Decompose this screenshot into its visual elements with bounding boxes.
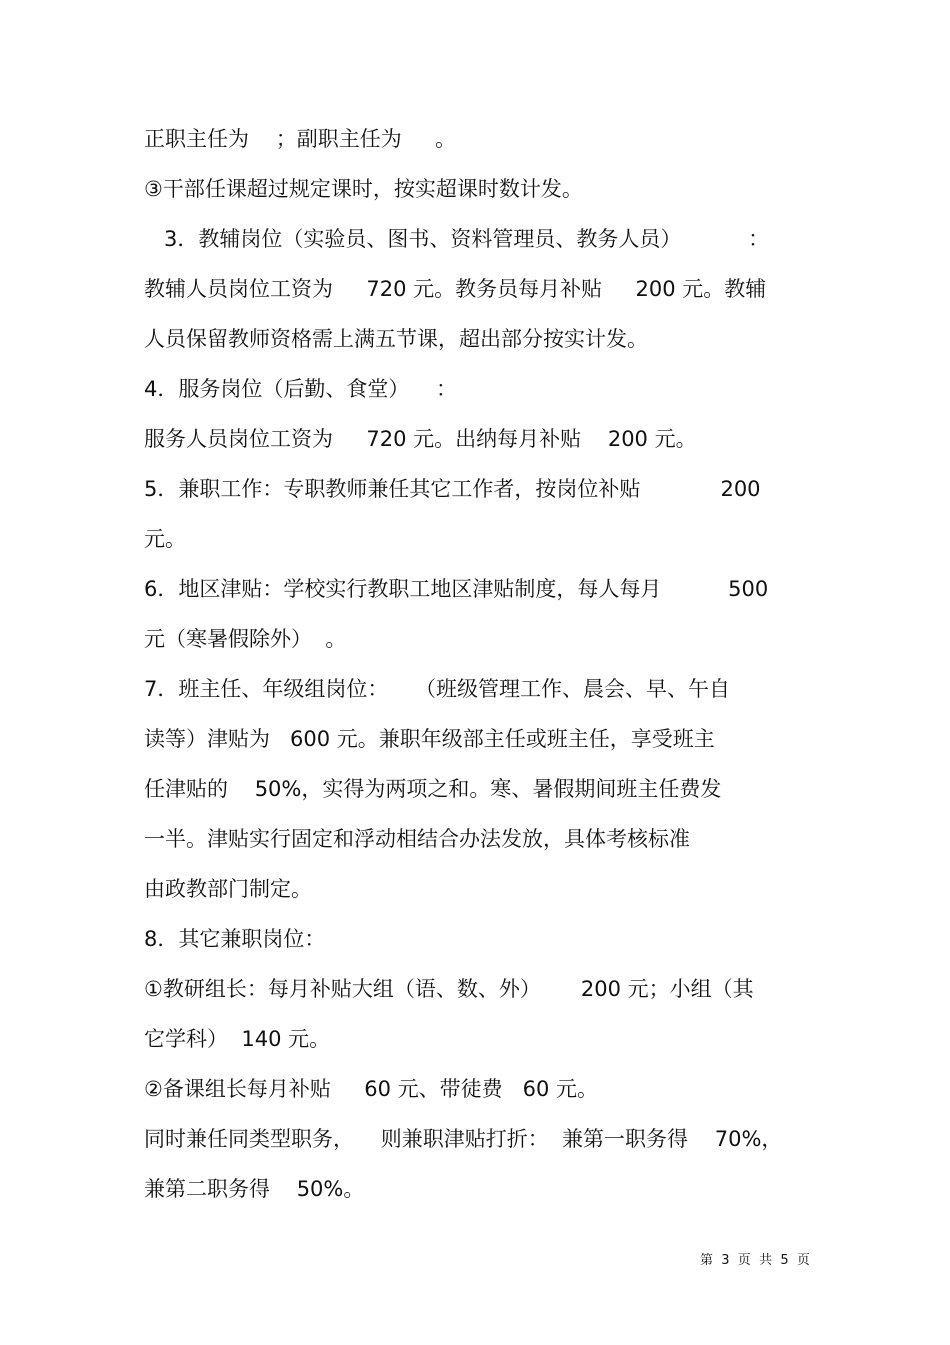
- text-line: 3．教辅岗位（实验员、图书、资料管理员、教务人员） ：: [144, 227, 770, 251]
- page-number-footer: 第 3 页 共 5 页: [700, 1253, 810, 1268]
- text-line: 7．班主任、年级组岗位： （班级管理工作、晨会、早、午自: [144, 677, 731, 701]
- text-line: 人员保留教师资格需上满五节课，超出部分按实计发。: [144, 327, 648, 351]
- text-line: 元（寒暑假除外） 。: [144, 627, 347, 651]
- text-line: ②备课组长每月补贴 60 元、带徒费 60 元。: [144, 1077, 599, 1101]
- text-line: 兼第二职务得 50%。: [144, 1177, 365, 1201]
- text-line: 正职主任为 ；副职主任为 。: [144, 127, 457, 151]
- text-line: 6．地区津贴：学校实行教职工地区津贴制度，每人每月 500: [144, 577, 769, 601]
- text-line: ③干部任课超过规定课时，按实超课时数计发。: [144, 177, 583, 201]
- text-line: ①教研组长：每月补贴大组（语、数、外） 200 元；小组（其: [144, 977, 754, 1001]
- text-line: 元。: [144, 527, 186, 551]
- text-line: 教辅人员岗位工资为 720 元。教务员每月补贴 200 元。教辅: [144, 277, 767, 301]
- text-line: 任津贴的 50%，实得为两项之和。寒、暑假期间班主任费发: [144, 777, 722, 801]
- text-line: 它学科） 140 元。: [144, 1027, 331, 1051]
- text-line: 一半。津贴实行固定和浮动相结合办法发放，具体考核标准: [144, 827, 690, 851]
- text-line: 服务人员岗位工资为 720 元。出纳每月补贴 200 元。: [144, 427, 697, 451]
- text-line: 8．其它兼职岗位：: [144, 927, 326, 951]
- text-line: 同时兼任同类型职务， 则兼职津贴打折： 兼第一职务得 70%，: [144, 1127, 783, 1151]
- text-line: 读等）津贴为 600 元。兼职年级部主任或班主任，享受班主: [144, 727, 715, 751]
- text-line: 4．服务岗位（后勤、食堂） ：: [144, 377, 458, 401]
- text-line: 由政教部门制定。: [144, 877, 312, 901]
- text-line: 5．兼职工作：专职教师兼任其它工作者，按岗位补贴 200: [144, 477, 761, 501]
